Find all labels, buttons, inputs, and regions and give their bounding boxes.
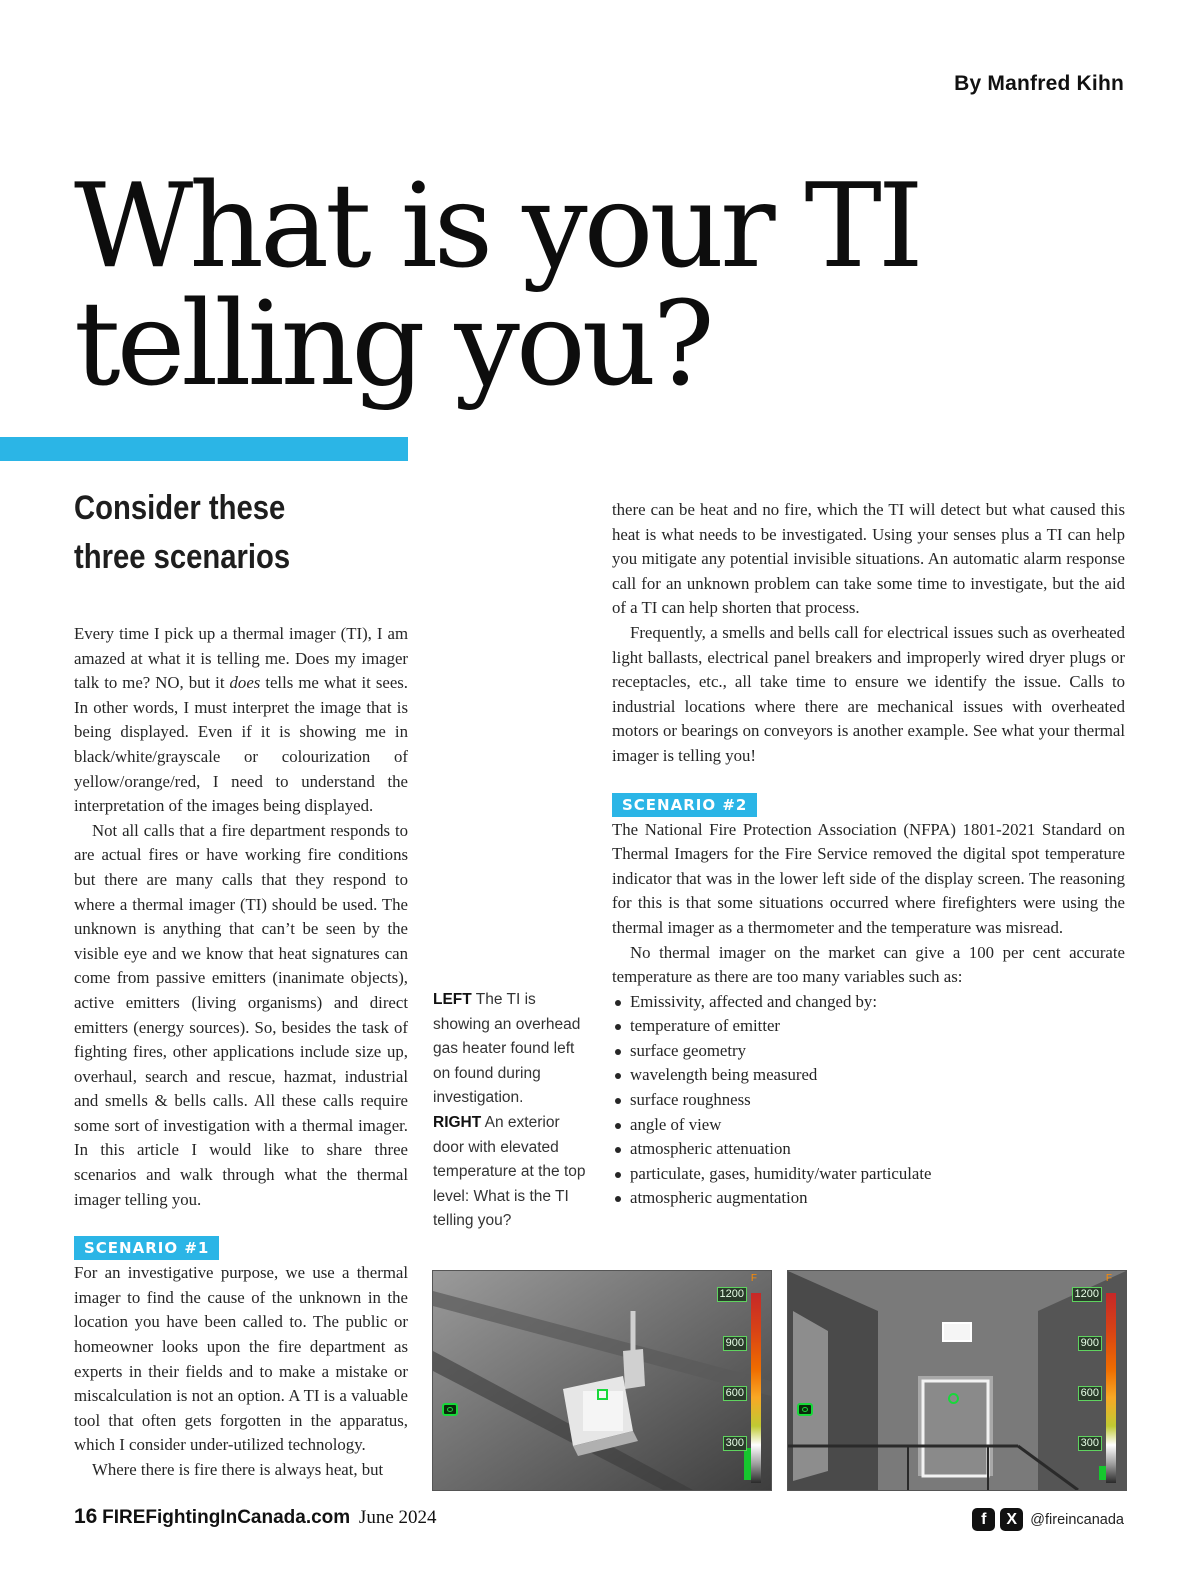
list-item: particulate, gases, humidity/water particulate	[612, 1162, 1125, 1187]
paragraph: Frequently, a smells and bells call for electrical issues such as overheated light ballasts, electrical panel breakers and improperly wired dryer plugs or receptacles, etc., all take time to ensure we identify the issue. Calls to industrial locations where there are mechanical issues with overheated motors or bearings on conveyors is another example. See what your thermal imager is telling you!	[612, 622, 1125, 765]
variables-list	[612, 990, 1125, 1211]
scale-tick: 600	[723, 1386, 747, 1401]
list-item: surface geometry	[612, 1039, 1125, 1064]
caption-right-label: RIGHT	[433, 1114, 482, 1131]
scale-unit: F	[1105, 1273, 1112, 1284]
camera-icon	[797, 1403, 813, 1416]
scale-unit: F	[750, 1273, 757, 1284]
list-item: temperature of emitter	[612, 1014, 1125, 1039]
scale-tick: 900	[723, 1336, 747, 1351]
scenario-1-heading	[74, 1236, 408, 1261]
list-item: surface roughness	[612, 1088, 1125, 1113]
caption-left-label: LEFT	[433, 991, 472, 1008]
scale-tick: 1200	[717, 1287, 747, 1302]
heater-scene-graphic	[433, 1271, 771, 1490]
paragraph: No thermal imager on the market can give a 100 per cent accurate temperature as there are too many variables such as:	[612, 942, 1125, 987]
byline: By Manfred Kihn	[954, 72, 1124, 95]
scenario-2-label: SCENARIO #2	[612, 793, 757, 817]
scale-tick: 600	[1078, 1386, 1102, 1401]
caption-right	[433, 1111, 593, 1234]
page-number: 16	[74, 1505, 98, 1528]
reticle-icon	[948, 1393, 959, 1404]
emphasis: does	[229, 673, 261, 693]
camera-icon	[442, 1403, 458, 1416]
spacer	[612, 769, 1125, 793]
social-links	[972, 1508, 1124, 1531]
subhead: Consider these three scenarios	[74, 489, 291, 576]
column-left	[74, 622, 408, 1483]
caption-left-text: The TI is showing an overhead gas heater found left on found during investigation.	[433, 991, 581, 1107]
paragraph: For an investigative purpose, we use a thermal imager to find the cause of the unknown in the location you have been called to. The public or homeowner looks upon the fire department as experts in their fields and to make a mistake or miscalculation is not an option. A TI is a valuable tool that often gets forgotten in the apparatus, which I consider under-utilized technology.	[74, 1263, 408, 1455]
scale-tick: 300	[1078, 1436, 1102, 1451]
thermal-image-left	[432, 1270, 772, 1491]
paragraph: Not all calls that a fire department responds to are actual fires or have working fire conditions but there are many calls that they respond to where a thermal imager (TI) should be used. The unknown is anything that can’t be seen by the visible eye and we know that heat signatures can come from passive emitters (inanimate objects), active emitters (living organisms) and direct emitters (energy sources). So, besides the task of fighting fires, other applications include size up, overhaul, search and rescue, hazmat, industrial and smells & bells calls. All these calls require some sort of investigation with a thermal imager. In this article I would like to share three scenarios and walk through what the thermal imager telling you.	[74, 820, 408, 1209]
caption-left	[433, 988, 593, 1111]
paragraph	[74, 622, 408, 819]
scale-tick: 300	[723, 1436, 747, 1451]
spacer	[74, 1212, 408, 1236]
temperature-fill	[1099, 1466, 1106, 1480]
scale-tick: 1200	[1072, 1287, 1102, 1302]
temperature-fill	[744, 1448, 751, 1480]
reticle-icon	[597, 1389, 608, 1400]
text-run: Every time I pick up a thermal imager (TI), I am amazed at what it is telling me. Does my imager talk to me? NO, but it	[74, 624, 408, 693]
issue-date: June 2024	[358, 1507, 437, 1528]
site-link[interactable]: FIREFightingInCanada.com	[102, 1507, 351, 1528]
facebook-icon[interactable]: f	[972, 1508, 995, 1531]
list-item: atmospheric augmentation	[612, 1186, 1125, 1211]
stairwell-scene-graphic	[788, 1271, 1126, 1490]
list-item: wavelength being measured	[612, 1063, 1125, 1088]
list-item: Emissivity, affected and changed by:	[612, 990, 1125, 1015]
list-item: angle of view	[612, 1113, 1125, 1138]
scale-tick: 900	[1078, 1336, 1102, 1351]
column-right	[612, 498, 1125, 1211]
list-item: atmospheric attenuation	[612, 1137, 1125, 1162]
temperature-scale	[751, 1293, 761, 1483]
headline: What is your TI telling you?	[74, 159, 920, 412]
accent-bar	[0, 437, 408, 461]
caption-right-text: An exterior door with elevated temperature at the top level: What is the TI telling you?	[433, 1114, 586, 1230]
paragraph: there can be heat and no fire, which the TI will detect but what caused this heat is what needs to be investigated. Using your senses plus a TI can help you mitigate any potential invisible situations. An automatic alarm response call for an unknown problem can take some time to investigate, but the aid of a TI can help shorten that process.	[612, 500, 1125, 618]
scenario-2-heading	[612, 793, 1125, 818]
x-icon[interactable]: X	[1000, 1508, 1023, 1531]
temperature-scale	[1106, 1293, 1116, 1483]
paragraph: The National Fire Protection Association (NFPA) 1801-2021 Standard on Thermal Imagers for the Fire Service removed the digital spot temperature indicator that was in the lower left side of the display screen. The reasoning for this is that some situations occurred where firefighters were using the thermal imager as a thermometer and the temperature was misread.	[612, 819, 1125, 937]
footer-folio	[74, 1505, 437, 1529]
paragraph: Where there is fire there is always heat, but	[92, 1460, 384, 1479]
social-handle[interactable]: @fireincanada	[1030, 1511, 1124, 1528]
scenario-1-label: SCENARIO #1	[74, 1236, 219, 1260]
text-run: tells me what it sees. In other words, I must interpret the image that is being displayed. Even if it is showing me in black/white/grayscale or colourization of yellow/orange/red, I need to understand the interpretation of the images being displayed.	[74, 673, 408, 816]
thermal-image-right	[787, 1270, 1127, 1491]
